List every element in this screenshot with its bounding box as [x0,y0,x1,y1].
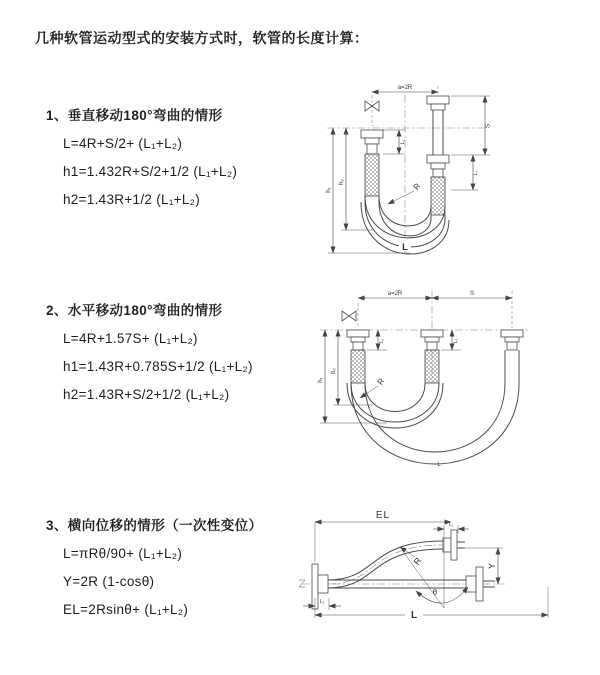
dim-label-s: S [484,123,492,129]
centerlines [327,86,485,252]
dim-label-l2: L₂ [448,522,454,528]
braided-hose [431,177,445,215]
length-label: L [410,610,418,621]
section-vertical-180 [46,107,346,219]
dim-label-h1: h₁ [326,187,332,193]
page-title: 几种软管运动型式的安装方式时，软管的长度计算： [35,30,369,46]
formula-L: L=4R+S/2+ (L₁+L₂) [63,136,183,151]
dim-label-h2: h₂ [339,179,345,185]
radius-label: R [375,376,387,387]
formula-L: L=4R+1.57S+ (L₁+L₂) [63,331,198,346]
braided-hose [351,350,365,383]
diagram-lateral-displacement [298,505,588,645]
dim-label-el: EL [375,510,391,521]
hose-fitting-left [347,330,369,383]
dim-label-a2r: a=2R [397,85,413,91]
dim-label-a2r: a=2R [387,291,403,297]
dim-label-l1: L₁ [319,599,325,605]
dim-label-y: Y [487,562,497,570]
formula-Y: Y=2R (1-cosθ) [63,574,155,589]
diagram-vertical-180 [315,78,590,258]
valve-icon [342,311,356,321]
dim-label-h1: h₁ [318,377,324,383]
pipe-break-icon [299,580,305,587]
length-label: L [437,462,441,468]
length-label: L [402,242,408,253]
angle-construction [402,525,468,608]
section-heading: 3、横向位移的情形（一次性变位） [46,518,263,533]
radius-label: R [411,555,424,567]
section-horizontal-180 [46,302,346,414]
hose-fitting-right [501,330,523,383]
dimensions [303,510,548,621]
braided-hose [365,154,379,196]
dim-label-l1: L₁ [379,338,385,344]
diagram-horizontal-180 [315,283,590,468]
hose-fitting-middle [421,330,443,383]
hose-fitting-right [427,96,449,220]
hose-u-bend [347,383,519,464]
formula-h1: h1=1.432R+S/2+1/2 (L₁+L₂) [63,164,238,179]
hose-fitting-left [361,130,383,202]
radius-label: R [411,181,423,192]
dim-label-s: S [469,291,475,297]
formula-h2: h2=1.43R+S/2+1/2 (L₁+L₂) [63,387,230,402]
hose-displaced-position [328,530,465,588]
angle-label: θ [432,588,438,597]
formula-L: L=πRθ/90+ (L₁+L₂) [63,546,183,561]
section-heading: 2、水平移动180°弯曲的情形 [46,303,223,318]
formula-h1: h1=1.43R+0.785S+1/2 (L₁+L₂) [63,359,253,374]
dim-label-l1: L₁ [400,139,406,145]
formula-h2: h2=1.43R+1/2 (L₁+L₂) [63,192,201,207]
dim-label-h2: h₂ [331,368,337,374]
dim-label-l2: L₂ [473,170,479,176]
braided-hose [425,350,439,383]
section-heading: 1、垂直移动180°弯曲的情形 [46,108,223,123]
dim-label-l2: L₂ [453,338,459,344]
formula-EL: EL=2Rsinθ+ (L₁+L₂) [63,602,189,617]
dimensions [326,85,492,253]
